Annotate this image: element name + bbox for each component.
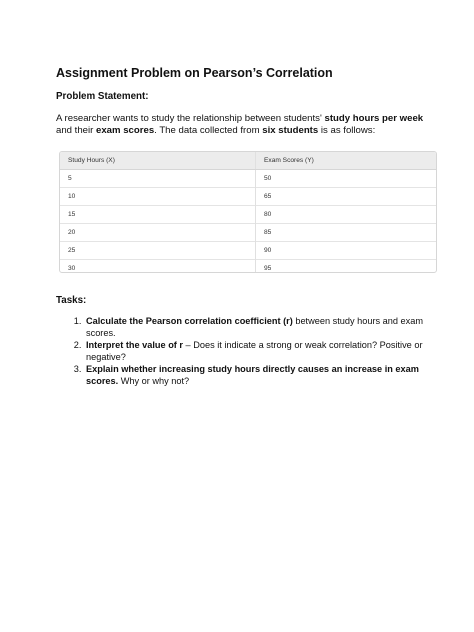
column-header-exam-scores: Exam Scores (Y) xyxy=(256,152,437,169)
list-item xyxy=(84,340,434,363)
table-cell: 65 xyxy=(256,187,437,205)
table-row xyxy=(60,223,436,241)
table-row xyxy=(60,187,436,205)
task-text: Why or why not? xyxy=(118,375,190,386)
problem-statement-text xyxy=(56,113,440,137)
data-table-container xyxy=(59,151,437,273)
statement-emphasis: six students xyxy=(262,125,319,136)
table-row xyxy=(60,241,436,259)
table-cell: 10 xyxy=(60,187,256,205)
table-cell: 95 xyxy=(256,259,437,273)
task-text: between study hours and exam scores. xyxy=(86,316,424,338)
table-cell: 90 xyxy=(256,241,437,259)
table-cell: 85 xyxy=(256,223,437,241)
task-emphasis: Explain whether increasing study hours directly causes an increase in exam scores. xyxy=(86,364,419,386)
data-table xyxy=(60,152,436,273)
page-title: Assignment Problem on Pearson’s Correlation xyxy=(56,66,333,80)
table-header-row xyxy=(60,152,436,169)
table-cell: 20 xyxy=(60,223,256,241)
statement-part: . The data collected from xyxy=(154,125,263,136)
statement-emphasis: exam scores xyxy=(96,125,155,136)
table-cell: 30 xyxy=(60,259,256,273)
table-cell: 15 xyxy=(60,205,256,223)
table-cell: 5 xyxy=(60,169,256,187)
column-header-study-hours: Study Hours (X) xyxy=(60,152,256,169)
table-cell: 80 xyxy=(256,205,437,223)
tasks-heading: Tasks: xyxy=(56,295,87,306)
statement-part: and their xyxy=(56,125,97,136)
list-item xyxy=(84,364,434,387)
table-cell: 25 xyxy=(60,241,256,259)
statement-emphasis: study hours per week xyxy=(324,113,424,124)
table-row xyxy=(60,205,436,223)
table-row xyxy=(60,169,436,187)
task-text: – Does it indicate a strong or weak correlation? Positive or negative? xyxy=(86,340,423,362)
problem-statement-heading: Problem Statement: xyxy=(56,91,149,102)
table-cell: 50 xyxy=(264,174,272,182)
task-emphasis: Calculate the Pearson correlation coefficient (r) xyxy=(86,316,293,326)
list-item xyxy=(84,316,434,339)
task-emphasis: Interpret the value of r xyxy=(86,340,183,350)
statement-part: A researcher wants to study the relationship between students' xyxy=(56,113,325,124)
table-row xyxy=(60,259,436,273)
statement-part: is as follows: xyxy=(318,125,376,136)
tasks-list xyxy=(56,316,434,388)
